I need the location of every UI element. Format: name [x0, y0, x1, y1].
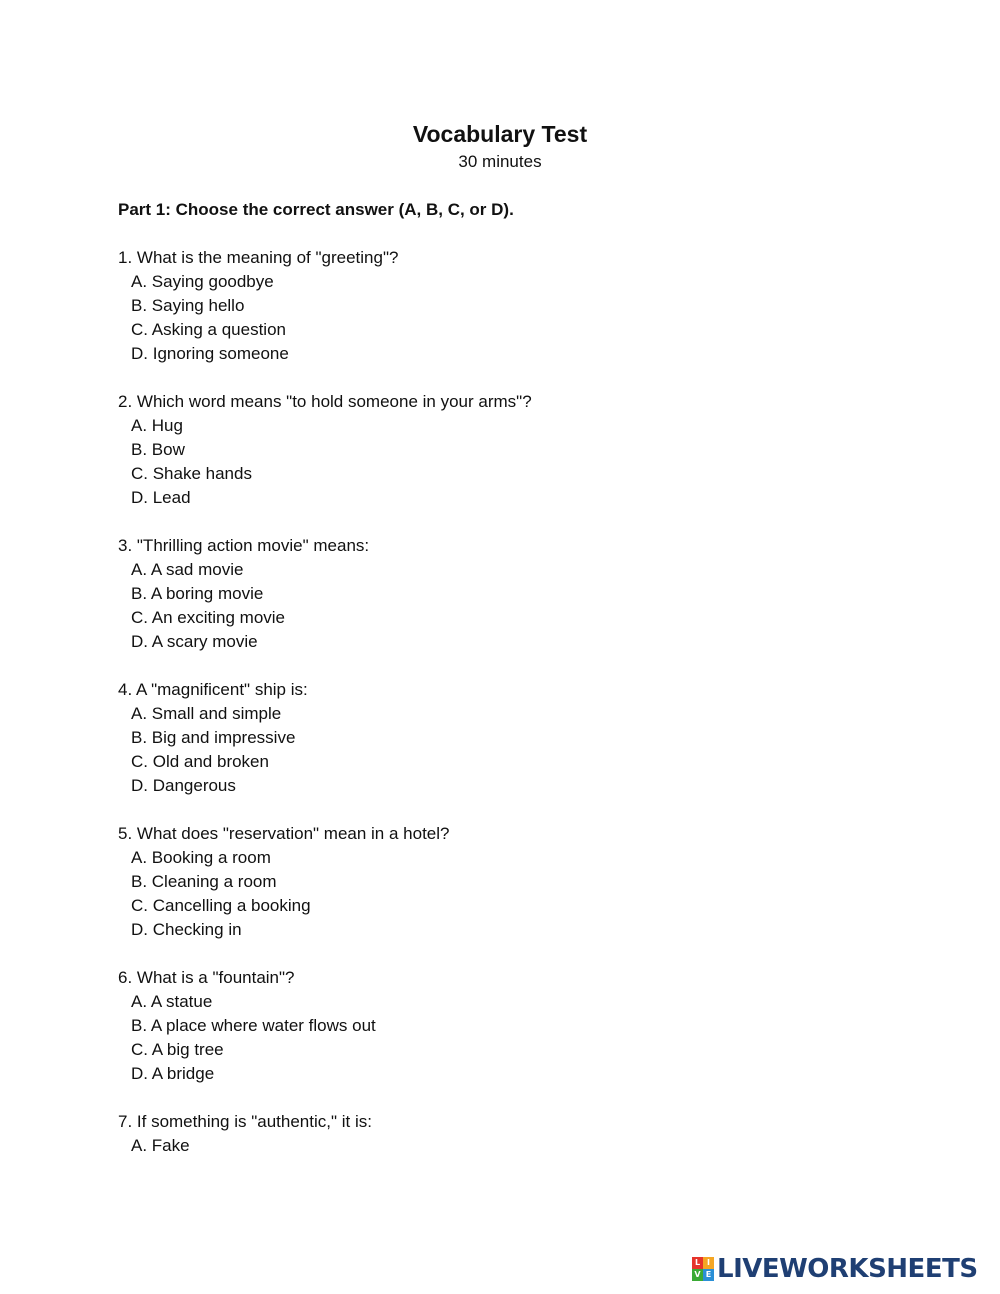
- question-6: [118, 966, 878, 1086]
- answer-option[interactable]: C. Cancelling a booking: [131, 896, 311, 915]
- question-3: [118, 534, 878, 654]
- question-text: 4. A "magnificent" ship is:: [118, 680, 308, 699]
- answer-option[interactable]: D. Dangerous: [131, 776, 236, 795]
- question-5: [118, 822, 878, 942]
- question-1: [118, 246, 878, 366]
- question-text: 5. What does "reservation" mean in a hotel?: [118, 824, 450, 843]
- page-title: Vocabulary Test: [412, 121, 588, 147]
- question-text: 7. If something is "authentic," it is:: [118, 1112, 372, 1131]
- answer-option[interactable]: A. Saying goodbye: [131, 272, 274, 291]
- answer-option[interactable]: D. A bridge: [131, 1064, 215, 1083]
- question-text: 2. Which word means "to hold someone in your arms"?: [118, 392, 532, 411]
- answer-option[interactable]: B. A place where water flows out: [131, 1016, 376, 1035]
- page-subtitle: 30 minutes: [458, 152, 542, 171]
- question-text: 6. What is a "fountain"?: [118, 968, 295, 987]
- answer-option[interactable]: C. Shake hands: [131, 464, 252, 483]
- question-7: [118, 1110, 878, 1158]
- answer-option[interactable]: A. A sad movie: [131, 560, 244, 579]
- brand-name: LIVEWORKSHEETS: [717, 1254, 978, 1284]
- answer-option[interactable]: C. An exciting movie: [131, 608, 286, 627]
- answer-option[interactable]: D. Checking in: [131, 920, 242, 939]
- liveworksheets-logo-icon: [692, 1257, 714, 1281]
- answer-option[interactable]: B. Big and impressive: [131, 728, 296, 747]
- answer-option[interactable]: B. A boring movie: [131, 584, 264, 603]
- answer-option[interactable]: B. Cleaning a room: [131, 872, 277, 891]
- question-text: 3. "Thrilling action movie" means:: [118, 536, 370, 555]
- question-2: [118, 390, 878, 510]
- answer-option[interactable]: B. Saying hello: [131, 296, 245, 315]
- question-text: 1. What is the meaning of "greeting"?: [118, 248, 399, 267]
- question-list: [118, 246, 878, 1182]
- part-heading: Part 1: Choose the correct answer (A, B, C, or D).: [118, 200, 514, 219]
- answer-option[interactable]: A. Small and simple: [131, 704, 282, 723]
- answer-option[interactable]: A. A statue: [131, 992, 213, 1011]
- answer-option[interactable]: A. Fake: [131, 1136, 190, 1155]
- answer-option[interactable]: C. Old and broken: [131, 752, 269, 771]
- answer-option[interactable]: A. Booking a room: [131, 848, 271, 867]
- answer-option[interactable]: D. Ignoring someone: [131, 344, 289, 363]
- brand-logo: [692, 1254, 978, 1284]
- answer-option[interactable]: B. Bow: [131, 440, 185, 459]
- answer-option[interactable]: A. Hug: [131, 416, 183, 435]
- logo-tile: V: [692, 1269, 703, 1281]
- question-4: [118, 678, 878, 798]
- answer-option[interactable]: D. A scary movie: [131, 632, 258, 651]
- answer-option[interactable]: D. Lead: [131, 488, 191, 507]
- logo-tile: E: [703, 1269, 714, 1281]
- answer-option[interactable]: C. A big tree: [131, 1040, 224, 1059]
- logo-tile: L: [692, 1257, 703, 1269]
- answer-option[interactable]: C. Asking a question: [131, 320, 286, 339]
- logo-tile: I: [703, 1257, 714, 1269]
